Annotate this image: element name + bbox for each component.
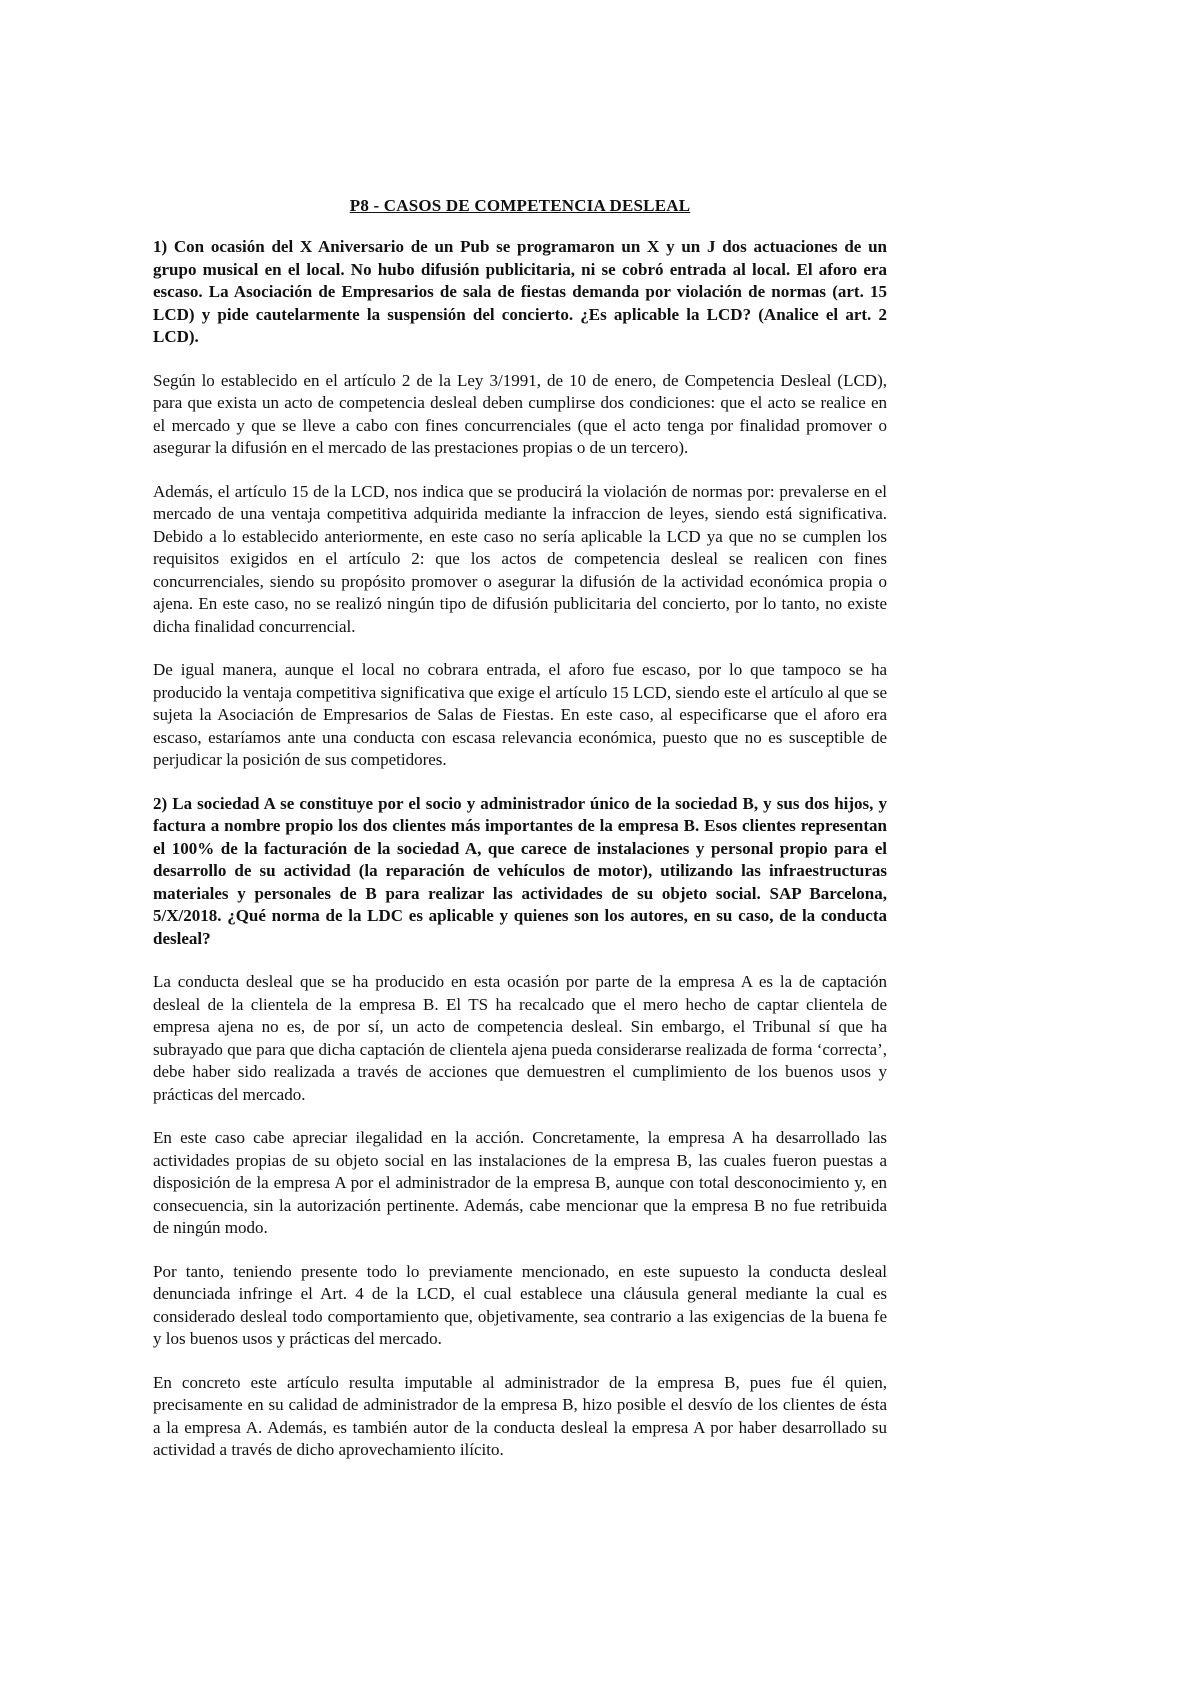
question-1: 1) Con ocasión del X Aniversario de un Pub se programaron un X y un J dos actuaciones de un grupo musical en el local. No hubo difusión publicitaria, ni se cobró entrada al local. El aforo era escaso. La Asociación de Empresarios de sala de fiestas demanda por violación de normas (art. 15 LCD) y pide cautelarmente la suspensión del concierto. ¿Es aplicable la LCD? (Analice el art. 2 LCD). (153, 237, 887, 346)
answer-1-paragraph-2: Además, el artículo 15 de la LCD, nos indica que se producirá la violación de normas por: prevalerse en el mercado de una ventaja competitiva adquirida mediante la infraccion de leyes, siendo está significativa. Debido a lo establecido anteriormente, en este caso no sería aplicable la LCD ya que no se cumplen los requisitos exigidos en el artículo 2: que los actos de competencia desleal se realicen con fines concurrenciales, siendo su propósito promover o asegurar la difusión de la actividad económica propia o ajena. En este caso, no se realizó ningún tipo de difusión publicitaria del concierto, por lo tanto, no existe dicha finalidad concurrencial. (153, 481, 887, 636)
answer-2-paragraph-4: En concreto este artículo resulta imputable al administrador de la empresa B, pues fue él quien, precisamente en su calidad de administrador de la empresa B, hizo posible el desvío de los clientes de ésta a la empresa A. Además, es también autor de la conducta desleal la empresa A por haber desarrollado su actividad a través de dicho aprovechamiento ilícito. (153, 1372, 887, 1459)
answer-1-paragraph-3: De igual manera, aunque el local no cobrara entrada, el aforo fue escaso, por lo que tampoco se ha producido la ventaja competitiva significativa que exige el artículo 15 LCD, siendo este el artículo al que se sujeta la Asociación de Empresarios de Salas de Fiestas. En este caso, al especificarse que el aforo era escaso, estaríamos ante una conducta con escasa relevancia económica, puesto que no es susceptible de perjudicar la posición de sus competidores. (153, 660, 887, 769)
answer-2-paragraph-3: Por tanto, teniendo presente todo lo previamente mencionado, en este supuesto la conducta desleal denunciada infringe el Art. 4 de la LCD, el cual establece una cláusula general mediante la cual es considerado desleal todo comportamiento que, objetivamente, sea contrario a las exigencias de la buena fe y los buenos usos y prácticas del mercado. (153, 1261, 887, 1348)
document-body (153, 196, 887, 1483)
question-2: 2) La sociedad A se constituye por el socio y administrador único de la sociedad B, y sus dos hijos, y factura a nombre propio los dos clientes más importantes de la empresa B. Esos clientes representan el 100% de la facturación de la sociedad A, que carece de instalaciones y personal propio para el desarrollo de su actividad (la reparación de vehículos de motor), utilizando las infraestructuras materiales y personales de B para realizar las actividades de su objeto social. SAP Barcelona, 5/X/2018. ¿Qué norma de la LDC es aplicable y quienes son los autores, en su caso, de la conducta desleal? (153, 793, 887, 948)
answer-1-paragraph-1: Según lo establecido en el artículo 2 de la Ley 3/1991, de 10 de enero, de Competencia Desleal (LCD), para que exista un acto de competencia desleal deben cumplirse dos condiciones: que el acto se realice en el mercado y que se lleve a cabo con fines concurrenciales (que el acto tenga por finalidad promover o asegurar la difusión en el mercado de las prestaciones propias o de un tercero). (153, 370, 887, 457)
answer-2-paragraph-1: La conducta desleal que se ha producido en esta ocasión por parte de la empresa A es la de captación desleal de la clientela de la empresa B. El TS ha recalcado que el mero hecho de captar clientela de empresa ajena no es, de por sí, un acto de competencia desleal. Sin embargo, el Tribunal sí que ha subrayado que para que dicha captación de clientela ajena pueda considerarse realizada de forma ‘correcta’, debe haber sido realizada a través de acciones que demuestren el cumplimiento de los buenos usos y prácticas del mercado. (153, 972, 887, 1104)
answer-2-paragraph-2: En este caso cabe apreciar ilegalidad en la acción. Concretamente, la empresa A ha desarrollado las actividades propias de su objeto social en las instalaciones de la empresa B, las cuales fueron puestas a disposición de la empresa A por el administrador de la empresa B, aunque con total desconocimiento y, en consecuencia, sin la autorización pertinente. Además, cabe mencionar que la empresa B no fue retribuida de ningún modo. (153, 1128, 887, 1237)
document-title: P8 - CASOS DE COMPETENCIA DESLEAL (349, 196, 691, 215)
